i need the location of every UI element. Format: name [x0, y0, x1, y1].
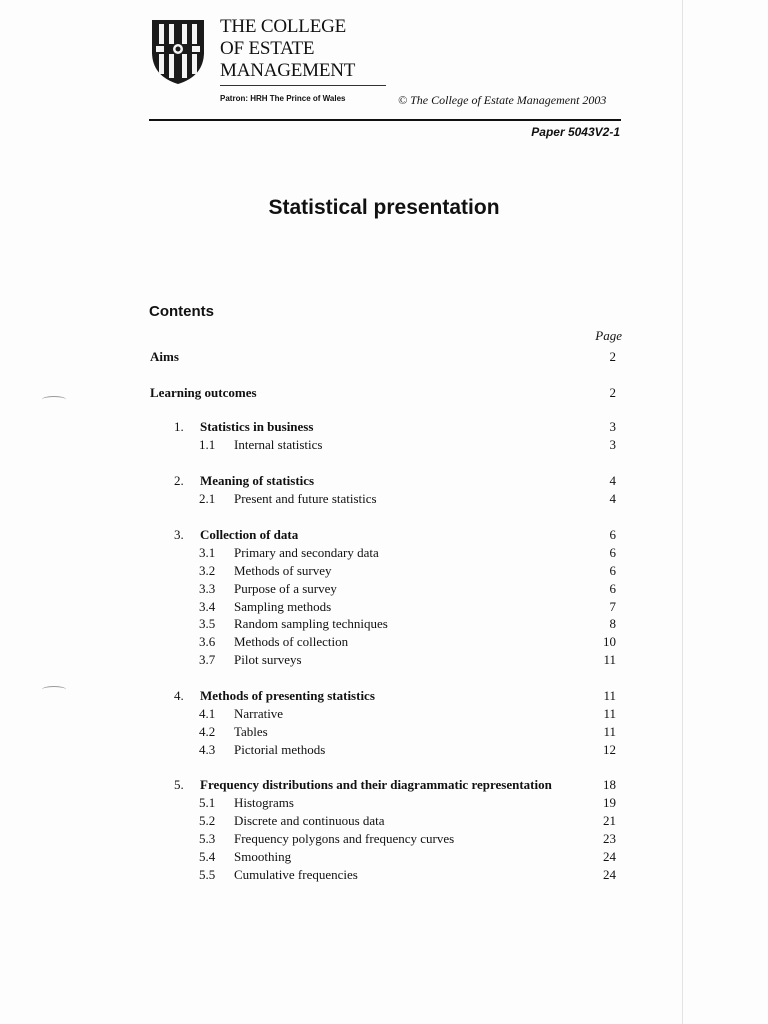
- toc-entry: [0, 527, 768, 545]
- toc-entry-page: 6: [609, 527, 616, 542]
- toc-entry-label: Purpose of a survey: [234, 581, 337, 596]
- toc-entry-label: Meaning of statistics: [200, 473, 315, 488]
- college-name: [220, 16, 355, 82]
- toc-entry-label: Random sampling techniques: [234, 616, 388, 631]
- toc-entry-page: 3: [609, 437, 616, 452]
- toc-entry-label: Methods of presenting statistics: [200, 688, 375, 703]
- toc-entry-label: Discrete and continuous data: [234, 813, 385, 828]
- toc-entry-label: Learning outcomes: [150, 385, 257, 400]
- toc-entry-number: 3.6: [199, 634, 216, 649]
- toc-entry-page: 4: [609, 491, 616, 506]
- toc-entry-page: 11: [603, 688, 616, 703]
- toc-entry: [0, 349, 768, 367]
- toc-entry-number: 5.1: [199, 795, 216, 810]
- toc-entry-number: 1.1: [199, 437, 216, 452]
- toc-entry: [0, 419, 768, 437]
- document-title: Statistical presentation: [268, 196, 500, 219]
- toc-entry-page: 2: [609, 349, 616, 364]
- toc-entry-page: 8: [609, 616, 616, 631]
- toc-entry-page: 7: [609, 599, 616, 614]
- contents-heading: Contents: [149, 303, 214, 320]
- toc-entry: [0, 616, 768, 634]
- toc-entry-label: Aims: [150, 349, 179, 364]
- toc-entry: [0, 706, 768, 724]
- toc-entry-label: Internal statistics: [234, 437, 323, 452]
- toc-entry: [0, 795, 768, 813]
- toc-entry-page: 6: [609, 563, 616, 578]
- toc-entry: [0, 491, 768, 509]
- toc-entry-label: Methods of collection: [234, 634, 349, 649]
- toc-entry-number: 3.3: [199, 581, 216, 596]
- toc-entry-number: 5.: [174, 777, 184, 792]
- toc-entry-page: 4: [609, 473, 616, 488]
- toc-entry-label: Statistics in business: [200, 419, 314, 434]
- header-divider: [149, 119, 621, 121]
- toc-entry-page: 10: [603, 634, 616, 649]
- toc-entry-label: Primary and secondary data: [234, 545, 379, 560]
- toc-entry: [0, 724, 768, 742]
- toc-entry-label: Cumulative frequencies: [234, 867, 358, 882]
- toc-entry-number: 3.5: [199, 616, 216, 631]
- toc-entry-page: 3: [609, 419, 616, 434]
- toc-entry: [0, 652, 768, 670]
- toc-entry: [0, 545, 768, 563]
- toc-entry-page: 11: [603, 706, 616, 721]
- toc-entry-label: Present and future statistics: [234, 491, 377, 506]
- toc-entry: [0, 599, 768, 617]
- college-crest-icon: [150, 18, 206, 86]
- toc-entry-page: 11: [603, 652, 616, 667]
- toc-entry-number: 4.1: [199, 706, 216, 721]
- toc-entry-number: 5.5: [199, 867, 216, 882]
- toc-entry: [0, 437, 768, 455]
- toc-entry-label: Methods of survey: [234, 563, 332, 578]
- toc-entry-label: Smoothing: [234, 849, 292, 864]
- copyright-notice: © The College of Estate Management 2003: [398, 93, 607, 107]
- toc-entry-number: 3.4: [199, 599, 216, 614]
- patron-line: Patron: HRH The Prince of Wales: [220, 94, 346, 103]
- toc-entry: [0, 581, 768, 599]
- toc-entry-page: 21: [603, 813, 616, 828]
- toc-entry-label: Pictorial methods: [234, 742, 326, 757]
- toc-entry-number: 2.1: [199, 491, 216, 506]
- toc-entry: [0, 813, 768, 831]
- toc-entry: [0, 385, 768, 403]
- toc-entry: [0, 742, 768, 760]
- toc-entry: [0, 563, 768, 581]
- scan-mark: [42, 686, 66, 693]
- toc-entry-number: 5.3: [199, 831, 216, 846]
- toc-entry-label: Narrative: [234, 706, 284, 721]
- toc-entry: [0, 634, 768, 652]
- toc-entry-label: Histograms: [234, 795, 294, 810]
- toc-entry-page: 24: [603, 867, 616, 882]
- toc-entry-label: Frequency polygons and frequency curves: [234, 831, 455, 846]
- toc-entry-number: 3.1: [199, 545, 216, 560]
- toc-entry-number: 3.2: [199, 563, 216, 578]
- toc-entry-number: 3.: [174, 527, 184, 542]
- paper-code: Paper 5043V2-1: [531, 125, 620, 139]
- college-name-line: THE COLLEGE: [220, 16, 347, 37]
- toc-entry-number: 4.: [174, 688, 184, 703]
- college-name-line: MANAGEMENT: [220, 60, 356, 81]
- toc-entry-number: 5.4: [199, 849, 216, 864]
- toc-entry: [0, 849, 768, 867]
- name-underline: [220, 85, 386, 86]
- toc-entry-label: Tables: [234, 724, 268, 739]
- toc-entry-label: Frequency distributions and their diagrammatic representation: [200, 777, 552, 792]
- toc-entry-page: 18: [603, 777, 616, 792]
- toc-entry: [0, 688, 768, 706]
- toc-entry-page: 11: [603, 724, 616, 739]
- toc-entry-number: 2.: [174, 473, 184, 488]
- toc-entry-number: 3.7: [199, 652, 216, 667]
- toc-entry-number: 4.2: [199, 724, 216, 739]
- toc-entry-page: 24: [603, 849, 616, 864]
- toc-entry-label: Collection of data: [200, 527, 299, 542]
- toc-entry-page: 19: [603, 795, 616, 810]
- scan-mark: [42, 396, 66, 403]
- toc-entry: [0, 831, 768, 849]
- toc-entry-page: 12: [603, 742, 616, 757]
- toc-entry-number: 5.2: [199, 813, 216, 828]
- toc-entry-page: 2: [609, 385, 616, 400]
- toc-entry: [0, 777, 768, 795]
- page-column-heading: Page: [595, 328, 622, 343]
- toc-entry-number: 1.: [174, 419, 184, 434]
- toc-entry-number: 4.3: [199, 742, 216, 757]
- toc-entry-page: 23: [603, 831, 616, 846]
- toc-entry-label: Pilot surveys: [234, 652, 302, 667]
- toc-entry: [0, 473, 768, 491]
- toc-entry-label: Sampling methods: [234, 599, 332, 614]
- toc-entry-page: 6: [609, 545, 616, 560]
- toc-entry-page: 6: [609, 581, 616, 596]
- college-name-line: OF ESTATE: [220, 38, 315, 59]
- toc-entry: [0, 867, 768, 885]
